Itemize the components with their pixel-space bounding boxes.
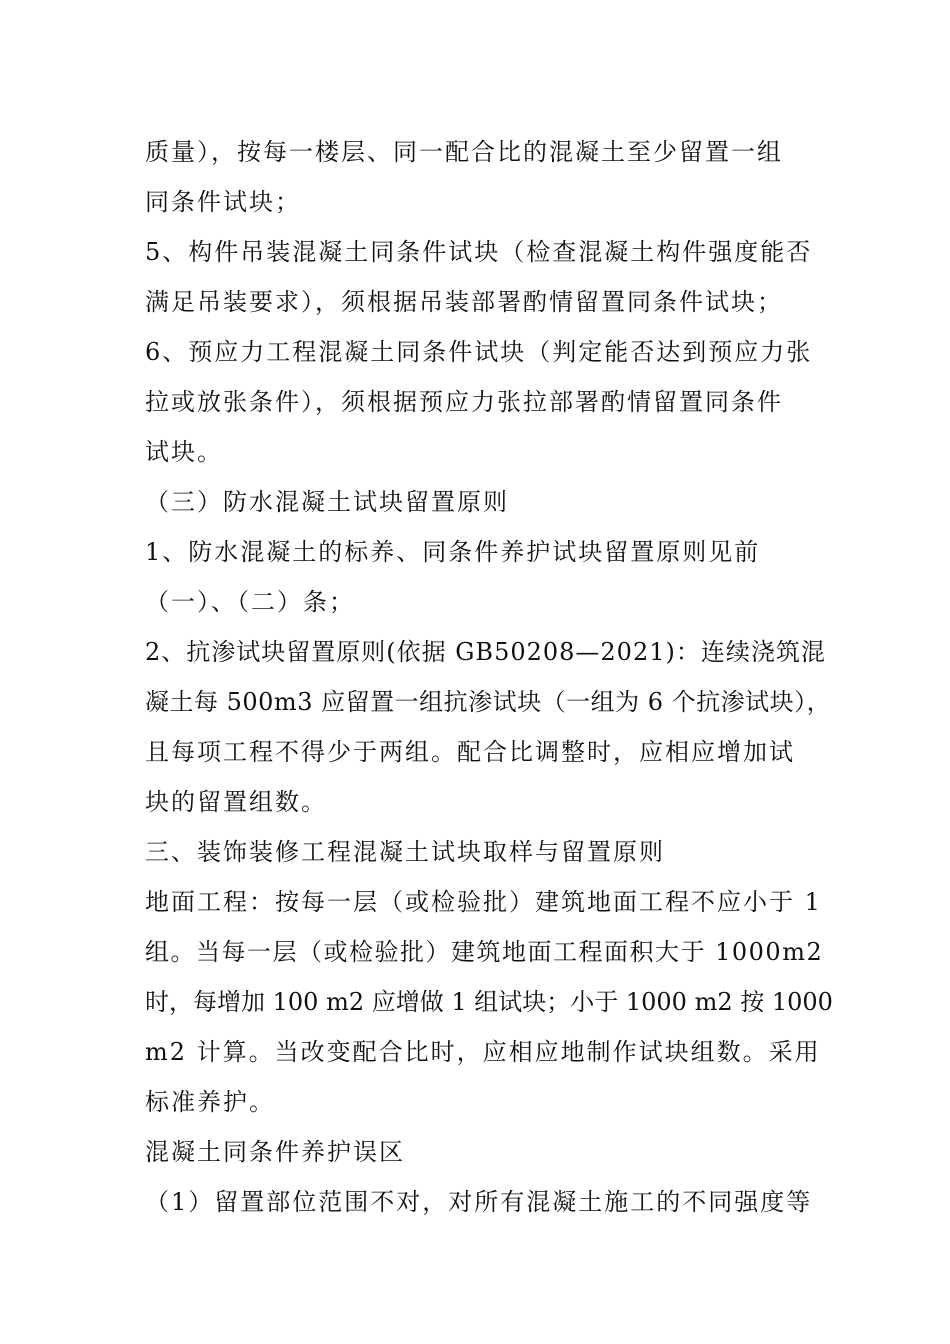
text-line: 满足吊装要求），须根据吊装部署酌情留置同条件试块；	[145, 288, 783, 316]
text-line: 标准养护。	[145, 1088, 275, 1116]
section-heading: 三、装饰装修工程混凝土试块取样与留置原则	[145, 838, 665, 866]
text-line: 地面工程：按每一层（或检验批）建筑地面工程不应小于 1	[145, 888, 822, 916]
text-line: 试块。	[145, 438, 223, 466]
text-line: m2 计算。当改变配合比时，应相应地制作试块组数。采用	[145, 1038, 821, 1066]
text-line: 1、防水混凝土的标养、同条件养护试块留置原则见前	[145, 538, 761, 566]
section-heading: 混凝土同条件养护误区	[145, 1138, 405, 1166]
text-line: 5、构件吊装混凝土同条件试块（检查混凝土构件强度能否	[145, 238, 813, 266]
text-line: 组。当每一层（或检验批）建筑地面工程面积大于 1000m2	[145, 938, 824, 966]
text-line: 且每项工程不得少于两组。配合比调整时，应相应增加试	[145, 738, 795, 766]
text-line: 凝土每 500m3 应留置一组抗渗试块（一组为 6 个抗渗试块），	[145, 688, 832, 716]
text-line: 质量），按每一楼层、同一配合比的混凝土至少留置一组	[145, 138, 783, 166]
section-heading: （三）防水混凝土试块留置原则	[145, 488, 509, 516]
text-line: 6、预应力工程混凝土同条件试块（判定能否达到预应力张	[145, 338, 813, 366]
text-line: 时，每增加 100 m2 应增做 1 组试块；小于 1000 m2 按 1000	[145, 988, 833, 1016]
text-line: 2、抗渗试块留置原则(依据 GB50208—2021)：连续浇筑混	[145, 638, 826, 666]
text-line: 块的留置组数。	[145, 788, 327, 816]
text-line: （1）留置部位范围不对，对所有混凝土施工的不同强度等	[145, 1188, 813, 1216]
text-line: 同条件试块；	[145, 188, 301, 216]
text-line: （一）、（二）条；	[145, 588, 355, 616]
text-line: 拉或放张条件），须根据预应力张拉部署酌情留置同条件	[145, 388, 783, 416]
